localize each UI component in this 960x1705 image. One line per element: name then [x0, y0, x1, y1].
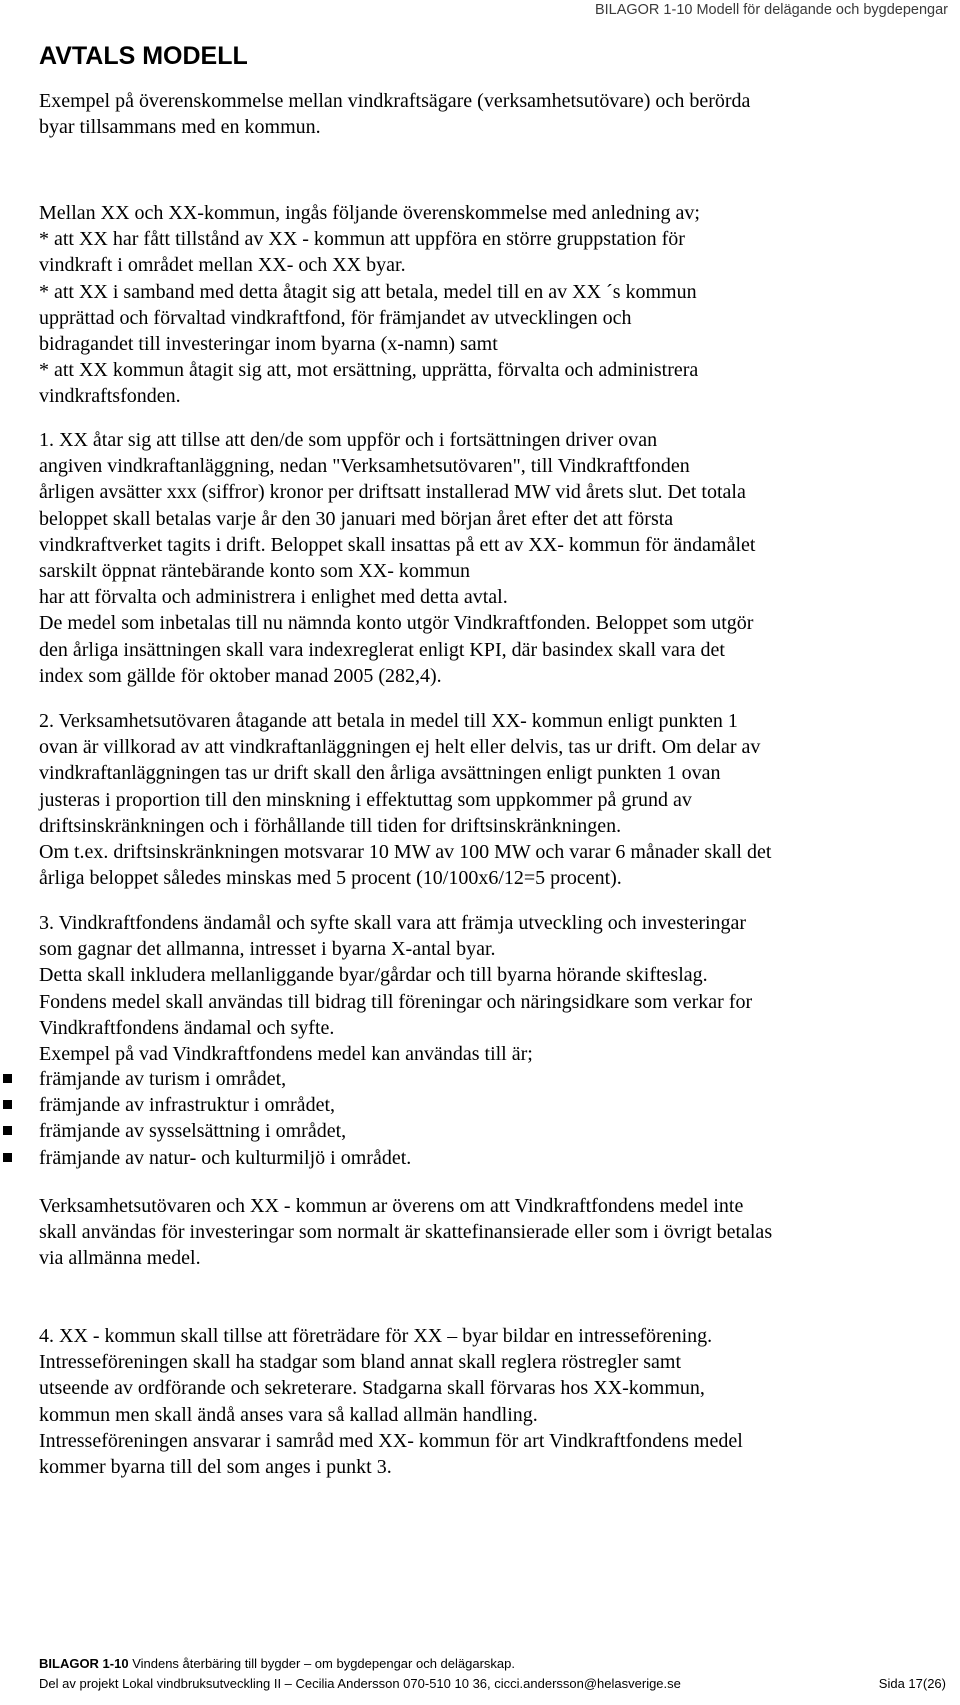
- text-line: 4. XX - kommun skall tillse att företrädare för XX – byar bildar en intresseförening.: [39, 1325, 713, 1347]
- text-line: index som gällde för oktober manad 2005 (282,4).: [39, 664, 442, 687]
- page-footer: [39, 1654, 681, 1694]
- text-line: Om t.ex. driftsinskränkningen motsvarar 10 MW av 100 MW och varar 6 månader skall det: [39, 841, 772, 864]
- bullet-square-icon: [3, 1074, 12, 1083]
- list-item-text: främjande av turism i området,: [39, 1068, 287, 1090]
- list-item: [39, 1092, 411, 1118]
- text-line: den årliga insättningen skall vara indexreglerat enligt KPI, där basindex skall vara det: [39, 638, 725, 661]
- intro-paragraph: [39, 88, 750, 140]
- text-line: Vindkraftfondens ändamal och syfte.: [39, 1016, 335, 1039]
- footer-bold-label: BILAGOR 1-10: [39, 1656, 129, 1671]
- list-item: [39, 1145, 411, 1171]
- text-line: sarskilt öppnat räntebärande konto som XX- kommun: [39, 560, 471, 583]
- section-4: [39, 1323, 743, 1480]
- list-item-text: främjande av natur- och kulturmiljö i området.: [39, 1146, 412, 1169]
- footer-project: Del av projekt Lokal vindbruksutveckling II – Cecilia Andersson 070-510 10 36, cicci.andersson@helasverige.se: [39, 1676, 681, 1691]
- bullet-square-icon: [3, 1126, 12, 1135]
- text-line: * att XX i samband med detta åtagit sig att betala, medel till en av XX ´s kommun: [39, 280, 697, 303]
- text-line: justeras i proportion till den minskning i effektuttag som uppkommer på grund av: [39, 788, 692, 811]
- text-line: har att förvalta och administrera i enlighet med detta avtal.: [39, 586, 508, 609]
- page-number: Sida 17(26): [878, 1676, 946, 1691]
- section-2: [39, 708, 771, 891]
- text-line: 2. Verksamhetsutövaren åtagande att betala in medel till XX- kommun enligt punkten 1: [39, 710, 738, 732]
- text-line: beloppet skall betalas varje år den 30 januari med början året efter det att första: [39, 507, 674, 530]
- text-line: ovan är villkorad av att vindkraftanläggningen ej helt eller delvis, tas ur drift. Om delar av: [39, 736, 761, 759]
- footer-line-2: [39, 1674, 681, 1694]
- bullet-list: [39, 1066, 411, 1171]
- section-1: [39, 427, 755, 689]
- text-line: årligen avsätter xxx (siffror) kronor per driftsatt installerad MW vid årets slut. Det totala: [39, 481, 746, 504]
- text-line: Intresseföreningen skall ha stadgar som bland annat skall reglera röstregler samt: [39, 1351, 682, 1374]
- text-line: * att XX har fått tillstånd av XX - kommun att uppföra en större gruppstation för: [39, 228, 685, 251]
- text-line: Verksamhetsutövaren och XX - kommun ar överens om att Vindkraftfondens medel inte: [39, 1195, 744, 1217]
- text-line: * att XX kommun åtagit sig att, mot ersättning, upprätta, förvalta och administrera: [39, 359, 699, 382]
- text-line: utseende av ordförande och sekreterare. Stadgarna skall förvaras hos XX-kommun,: [39, 1377, 705, 1400]
- text-line: som gagnar det allmanna, intresset i byarna X-antal byar.: [39, 938, 496, 961]
- text-line: vindkraftsfonden.: [39, 385, 181, 408]
- text-line: Exempel på vad Vindkraftfondens medel kan användas till är;: [39, 1043, 533, 1066]
- footer-line-1: [39, 1654, 681, 1674]
- list-item-text: främjande av sysselsättning i området,: [39, 1120, 347, 1143]
- bullet-square-icon: [3, 1100, 12, 1109]
- text-line: kommun men skall ändå anses vara så kallad allmän handling.: [39, 1403, 538, 1426]
- agreement-paragraph: [39, 1193, 772, 1272]
- text-line: vindkraftanläggningen tas ur drift skall den årliga avsättningen enligt punkten 1 ovan: [39, 762, 721, 785]
- text-line: Mellan XX och XX-kommun, ingås följande överenskommelse med anledning av;: [39, 202, 700, 224]
- text-line: skall användas för investeringar som normalt är skattefinansierade eller som i övrigt betalas: [39, 1221, 773, 1244]
- list-item: [39, 1066, 411, 1092]
- list-item: [39, 1118, 411, 1144]
- text-line: via allmänna medel.: [39, 1247, 201, 1270]
- text-line: driftsinskränkningen och i förhållande till tiden for driftsinskränkningen.: [39, 814, 622, 837]
- text-line: 3. Vindkraftfondens ändamål och syfte skall vara att främja utveckling och investeringar: [39, 912, 747, 934]
- list-item-text: främjande av infrastruktur i området,: [39, 1094, 335, 1117]
- text-line: bidragandet till investeringar inom byarna (x-namn) samt: [39, 333, 498, 356]
- text-line: De medel som inbetalas till nu nämnda konto utgör Vindkraftfonden. Beloppet som utgör: [39, 612, 754, 635]
- text-line: Intresseföreningen ansvarar i samråd med XX- kommun för art Vindkraftfondens medel: [39, 1429, 743, 1452]
- text-line: årliga beloppet således minskas med 5 procent (10/100x6/12=5 procent).: [39, 867, 622, 890]
- text-line: kommer byarna till del som anges i punkt 3.: [39, 1456, 392, 1479]
- text-line: angiven vindkraftanläggning, nedan "Verksamhetsutövaren", till Vindkraftfonden: [39, 455, 690, 478]
- text-line: upprättad och förvaltad vindkraftfond, för främjandet av utvecklingen och: [39, 306, 632, 329]
- text-line: Exempel på överenskommelse mellan vindkraftsägare (verksamhetsutövare) och berörda: [39, 90, 751, 112]
- section-3: [39, 910, 752, 1067]
- text-line: vindkraft i området mellan XX- och XX byar.: [39, 254, 406, 277]
- bullet-square-icon: [3, 1153, 12, 1162]
- text-line: Fondens medel skall användas till bidrag till föreningar och näringsidkare som verkar for: [39, 990, 753, 1013]
- text-line: 1. XX åtar sig att tillse att den/de som uppför och i fortsättningen driver ovan: [39, 429, 658, 451]
- footer-title: Vindens återbäring till bygder – om bygdepengar och delägarskap.: [128, 1656, 515, 1671]
- text-line: vindkraftverket tagits i drift. Beloppet skall insattas på ett av XX- kommun för ändamålet: [39, 533, 756, 556]
- page-header: BILAGOR 1-10 Modell för delägande och bygdepengar: [594, 2, 948, 18]
- preamble-paragraph: [39, 200, 700, 410]
- text-line: byar tillsammans med en kommun.: [39, 116, 321, 139]
- text-line: Detta skall inkludera mellanliggande byar/gårdar och till byarna hörande skifteslag.: [39, 964, 708, 987]
- document-title: AVTALS MODELL: [39, 42, 248, 70]
